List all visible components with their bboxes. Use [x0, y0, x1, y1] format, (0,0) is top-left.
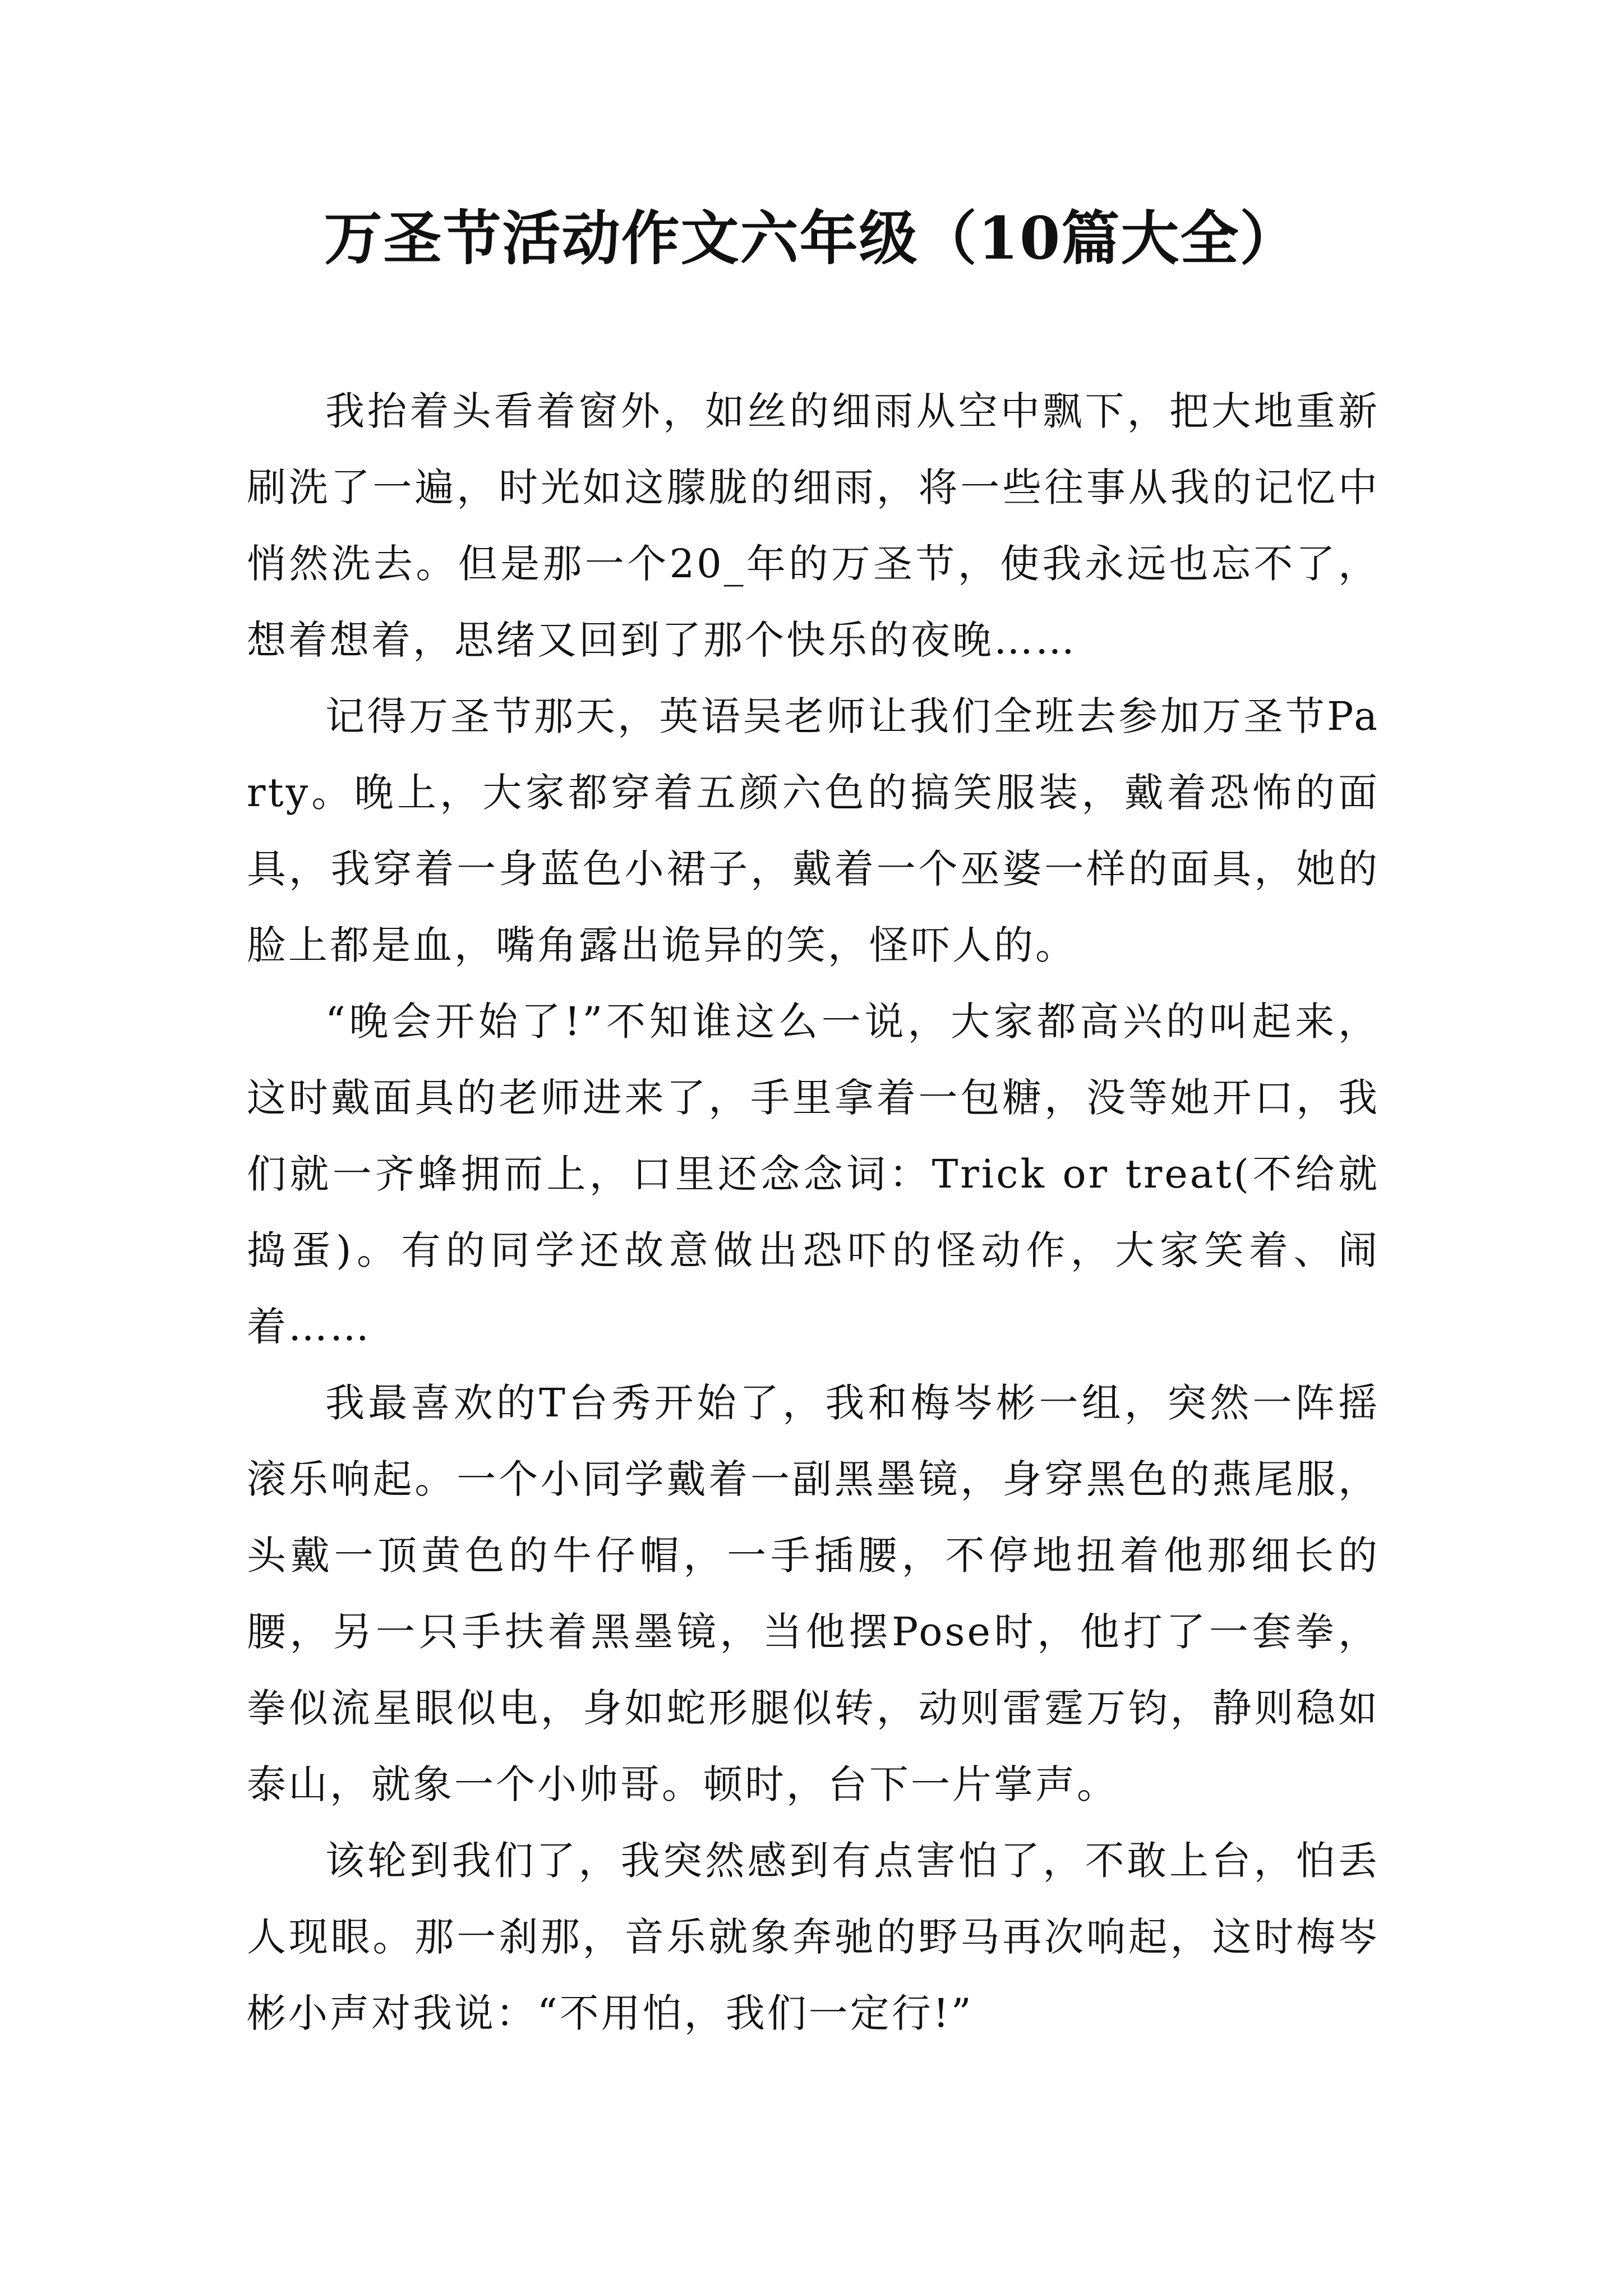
paragraph: 我抬着头看着窗外，如丝的细雨从空中飘下，把大地重新刷洗了一遍，时光如这朦胧的细雨，将一些往事从我的记忆中悄然洗去。但是那一个20_年的万圣节，使我永远也忘不了，想着想着，思绪又回到了那个快乐的夜晚……: [247, 388, 1380, 663]
paragraph: 记得万圣节那天，英语吴老师让我们全班去参加万圣节Party。晚上，大家都穿着五颜六色的搞笑服装，戴着恐怖的面具，我穿着一身蓝色小裙子，戴着一个巫婆一样的面具，她的脸上都是血，嘴角露出诡异的笑，怪吓人的。: [247, 693, 1380, 968]
document-title: 万圣节活动作文六年级（10篇大全）: [324, 204, 1299, 273]
paragraph: 该轮到我们了，我突然感到有点害怕了，不敢上台，怕丢人现眼。那一刹那，音乐就象奔驰的野马再次响起，这时梅岑彬小声对我说：“不用怕，我们一定行!”: [247, 1838, 1380, 2036]
document-body: [247, 373, 1380, 2051]
paragraph: 我最喜欢的T台秀开始了，我和梅岑彬一组，突然一阵摇滚乐响起。一个小同学戴着一副黑墨镜，身穿黑色的燕尾服，头戴一顶黄色的牛仔帽，一手插腰，不停地扭着他那细长的腰，另一只手扶着黑墨镜，当他摆Pose时，他打了一套拳，拳似流星眼似电，身如蛇形腿似转，动则雷霆万钧，静则稳如泰山，就象一个小帅哥。顿时，台下一片掌声。: [247, 1380, 1380, 1807]
paragraph: “晚会开始了!”不知谁这么一说，大家都高兴的叫起来，这时戴面具的老师进来了，手里拿着一包糖，没等她开口，我们就一齐蜂拥而上，口里还念念词：Trick or treat(不给就捣蛋)。有的同学还故意做出恐吓的怪动作，大家笑着、闹着……: [247, 999, 1380, 1350]
